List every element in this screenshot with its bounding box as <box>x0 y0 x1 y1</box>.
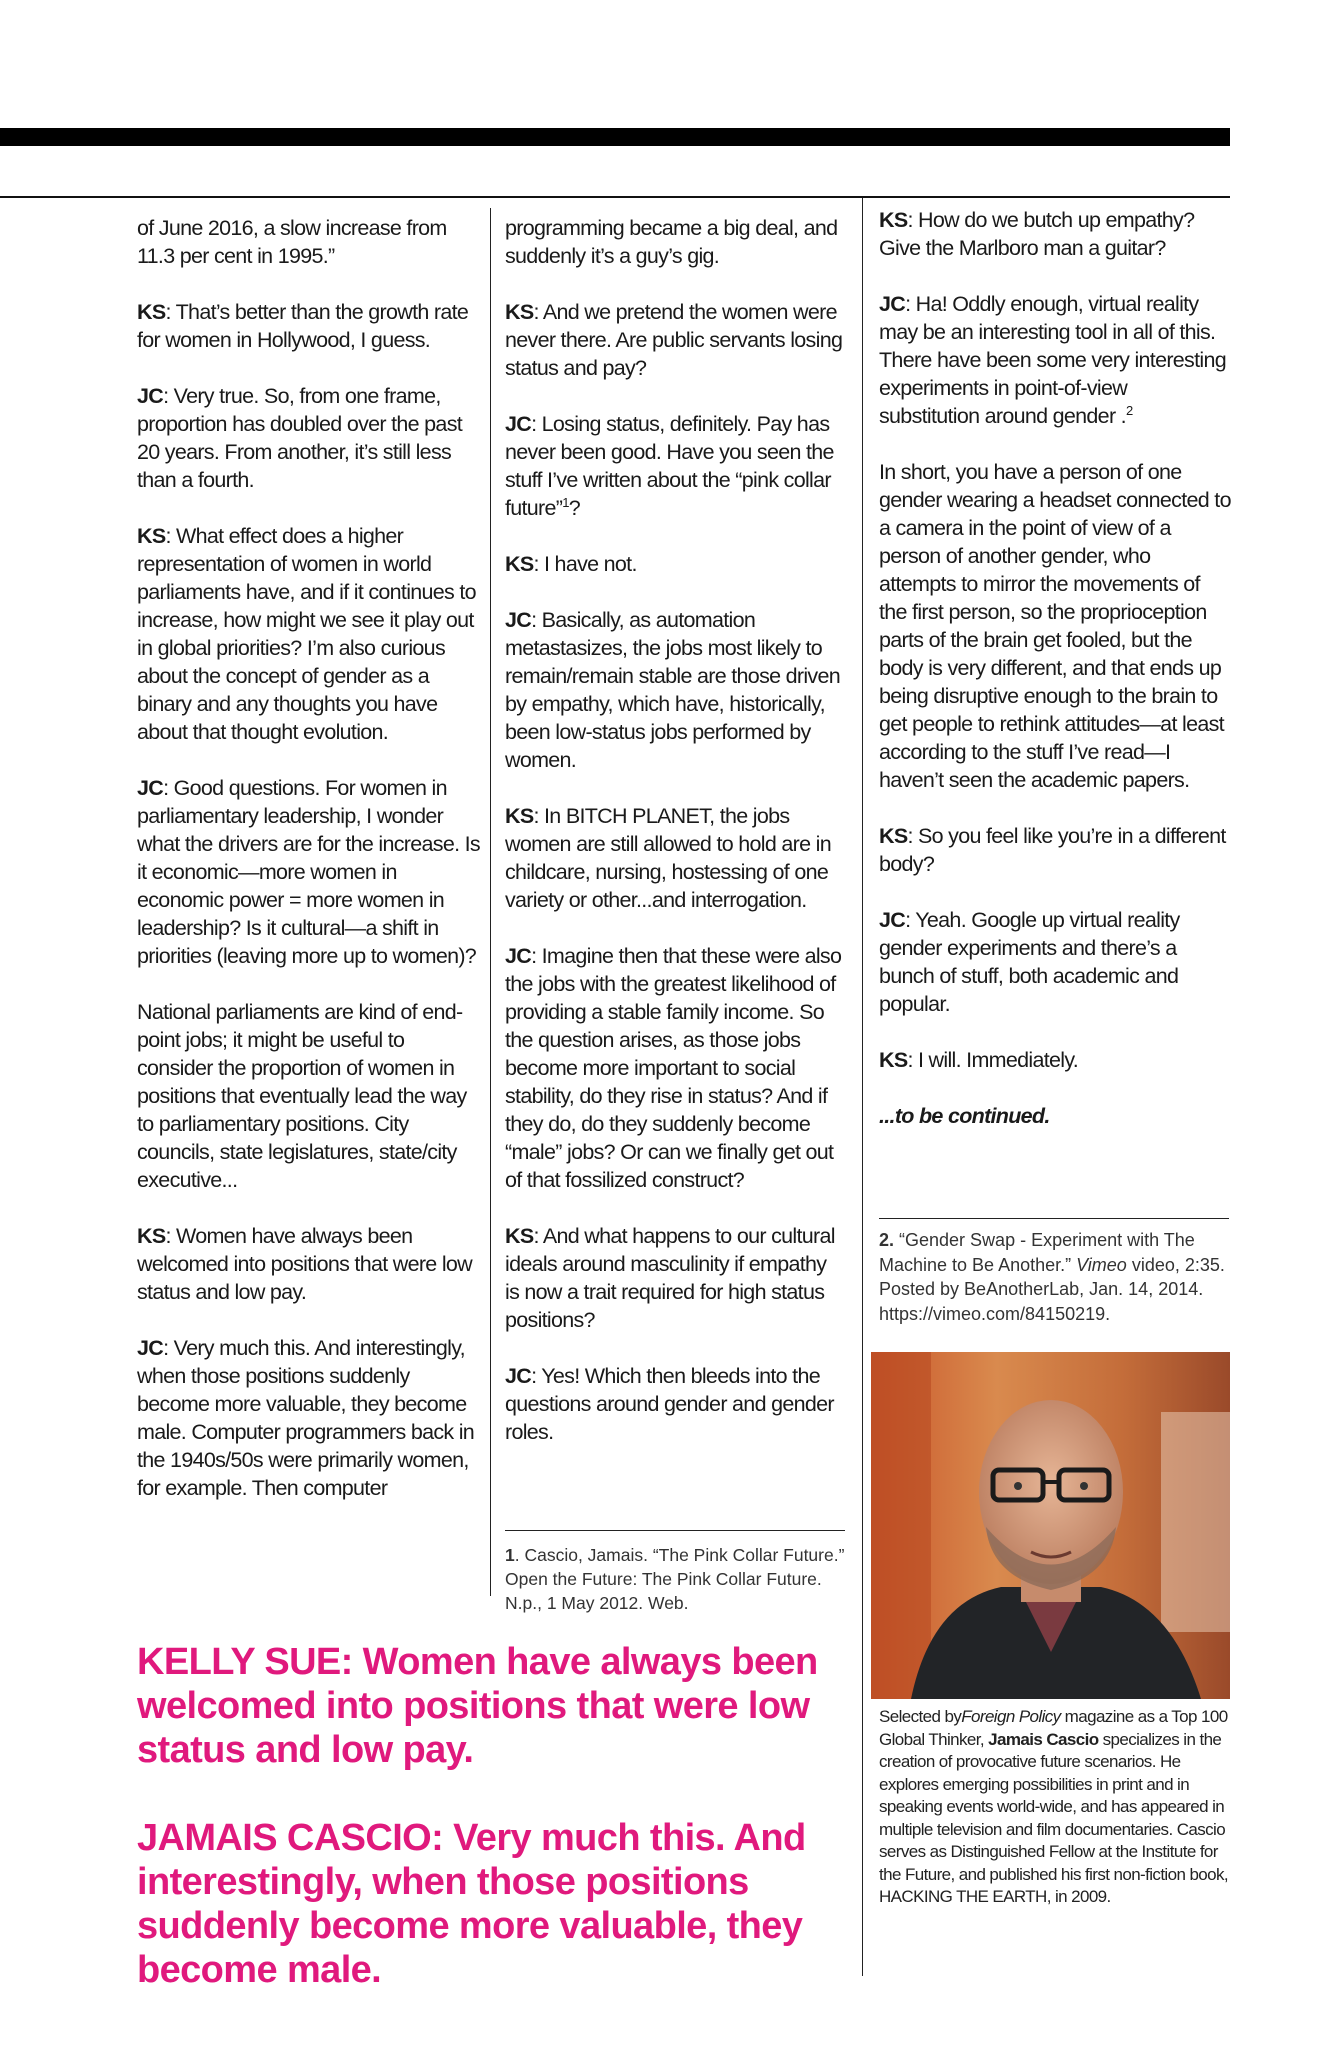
footnote-text-italic: Vimeo <box>1076 1254 1127 1275</box>
column-3 <box>879 206 1231 1130</box>
to-be-continued: ...to be continued. <box>879 1104 1050 1128</box>
paragraph <box>879 1046 1231 1074</box>
speaker-label: JC <box>879 292 906 316</box>
paragraph-text: : Yeah. Google up virtual reality gender experiments and there’s a bunch of stuff, both academic and popular. <box>879 908 1180 1016</box>
paragraph <box>879 206 1231 262</box>
paragraph <box>137 1334 482 1502</box>
paragraph-text: : How do we butch up empathy? Give the Marlboro man a guitar? <box>879 208 1195 260</box>
paragraph-text: : Basically, as automation metastasizes, the jobs most likely to remain/remain stable are those driven by empathy, which have, historically, been low-status jobs performed by women. <box>505 608 841 772</box>
speaker-label: KS <box>137 300 166 324</box>
speaker-label: KS <box>505 552 534 576</box>
speaker-label: JC <box>137 384 164 408</box>
paragraph <box>505 802 845 914</box>
paragraph: National parliaments are kind of end-point jobs; it might be useful to consider the proportion of women in positions that eventually lead the way to parliamentary positions. City councils, state legislatures, state/city executive... <box>137 1000 467 1192</box>
bio-name: Jamais Cascio <box>988 1729 1099 1749</box>
paragraph <box>505 410 845 522</box>
bio-text: Selected by <box>879 1707 962 1726</box>
footnote-marker: 1 <box>562 494 569 510</box>
paragraph <box>879 290 1231 430</box>
speaker-label: KS <box>505 1224 534 1248</box>
bio-text: magazine as a Top 100 Global Thinker, <box>879 1707 1228 1749</box>
footnote-text: “Gender Swap - Experiment with The Machine to Be Another.” <box>879 1230 1195 1275</box>
footnote-rule <box>879 1218 1229 1219</box>
column-1 <box>137 214 482 1530</box>
footnote-1 <box>505 1543 845 1615</box>
paragraph-text: : Losing status, definitely. Pay has never been good. Have you seen the stuff I’ve written about the “pink collar future” <box>505 412 834 520</box>
paragraph-text: : In BITCH PLANET, the jobs women are still allowed to hold are in childcare, nursing, hostessing of one variety or other...and interrogation. <box>505 804 831 912</box>
speaker-label: JC <box>505 1364 532 1388</box>
pull-quote-1: KELLY SUE: Women have always been welcomed into positions that were low status and low pay. <box>137 1641 818 1771</box>
paragraph-text: ? <box>568 496 581 520</box>
speaker-label: JC <box>137 776 164 800</box>
paragraph <box>879 822 1231 878</box>
paragraph <box>505 1222 845 1334</box>
header-black-bar <box>0 128 1230 146</box>
speaker-label: JC <box>505 608 532 632</box>
paragraph-text: : I have not. <box>533 552 637 576</box>
column-2 <box>505 214 845 1474</box>
column-divider <box>490 208 491 1596</box>
paragraph-text: : Women have always been welcomed into positions that were low status and low pay. <box>137 1224 473 1304</box>
paragraph-text: : Very true. So, from one frame, proportion has doubled over the past 20 years. From another, it’s still less than a fourth. <box>137 384 463 492</box>
pull-quote-2: JAMAIS CASCIO: Very much this. And interestingly, when those positions suddenly become more valuable, they become male. <box>137 1817 806 1991</box>
paragraph <box>505 942 845 1194</box>
paragraph-text: : Very much this. And interestingly, when those positions suddenly become more valuable, they become male. Computer programmers back in the 1940s/50s were primarily women, for example. Then computer <box>137 1336 475 1500</box>
paragraph: of June 2016, a slow increase from 11.3 per cent in 1995.” <box>137 216 447 268</box>
footnote-text: video, 2:35. Posted by BeAnotherLab, Jan. 14, 2014. https://vimeo.com/84150219. <box>879 1254 1225 1324</box>
paragraph <box>137 774 482 970</box>
paragraph-text: : What effect does a higher representation of women in world parliaments have, and if it continues to increase, how might we see it play out in global priorities? I’m also curious about the concept of gender as a binary and any thoughts you have about that thought evolution. <box>137 524 476 744</box>
header-rule <box>0 196 1230 198</box>
footnote-number: 1 <box>505 1545 515 1565</box>
paragraph-text: : Ha! Oddly enough, virtual reality may be an interesting tool in all of this. There have been some very interesting experiments in point-of-view substitution around gender . <box>879 292 1226 428</box>
speaker-label: JC <box>879 908 906 932</box>
speaker-label: KS <box>879 824 908 848</box>
paragraph-text: : Yes! Which then bleeds into the questions around gender and gender roles. <box>505 1364 834 1444</box>
paragraph <box>505 1362 845 1446</box>
bio-publication: Foreign Policy <box>961 1707 1061 1726</box>
paragraph <box>505 606 845 774</box>
portrait-photo <box>871 1352 1230 1699</box>
footnote-number: 2. <box>879 1230 895 1250</box>
speaker-label: KS <box>879 1048 908 1072</box>
pull-quote <box>137 1640 827 2036</box>
bio-text: specializes in the creation of provocative future scenarios. He explores emerging possibilities in print and in speaking events world-wide, and has appeared in multiple television and film documentaries. Cascio serves as Distinguished Fellow at the Institute for the Future, and published his first non-fiction book, HACKING THE EARTH, in 2009. <box>879 1729 1229 1906</box>
speaker-label: JC <box>505 412 532 436</box>
paragraph: In short, you have a person of one gender wearing a headset connected to a camera in the point of view of a person of another gender, who attempts to mirror the movements of the first person, so the proprioception parts of the brain get fooled, but the body is very different, and that ends up being disruptive enough to the brain to get people to rethink attitudes—at least according to the stuff I’ve read—I haven’t seen the academic papers. <box>879 460 1231 792</box>
footnote-2 <box>879 1228 1231 1326</box>
paragraph <box>137 382 482 494</box>
paragraph <box>137 522 482 746</box>
speaker-label: KS <box>879 208 908 232</box>
paragraph-text: : And what happens to our cultural ideals around masculinity if empathy is now a trait required for high status positions? <box>505 1224 835 1332</box>
speaker-label: KS <box>137 524 166 548</box>
column-divider <box>862 198 863 1976</box>
footnote-marker: 2 <box>1125 402 1133 418</box>
paragraph-text: : That’s better than the growth rate for women in Hollywood, I guess. <box>137 300 469 352</box>
paragraph-text: : Good questions. For women in parliamentary leadership, I wonder what the drivers are for the increase. Is it economic—more women in economic power = more women in leadership? Is it cultural—a shift in priorities (leaving more up to women)? <box>137 776 480 968</box>
speaker-label: KS <box>505 804 534 828</box>
paragraph-text: : So you feel like you’re in a different body? <box>879 824 1226 876</box>
speaker-label: KS <box>505 300 534 324</box>
speaker-label: KS <box>137 1224 166 1248</box>
paragraph-text: : Imagine then that these were also the jobs with the greatest likelihood of providing a stable family income. So the question arises, as those jobs become more important to social stability, do they rise in status? And if they do, do they suddenly become “male” jobs? Or can we finally get out of that fossilized construct? <box>505 944 842 1192</box>
footnote-rule <box>505 1530 845 1531</box>
paragraph <box>505 298 845 382</box>
speaker-label: JC <box>137 1336 164 1360</box>
paragraph <box>505 550 845 578</box>
paragraph <box>137 1222 482 1306</box>
paragraph <box>879 906 1231 1018</box>
paragraph: programming became a big deal, and suddenly it’s a guy’s gig. <box>505 216 838 268</box>
paragraph-text: : I will. Immediately. <box>907 1048 1079 1072</box>
speaker-label: JC <box>505 944 532 968</box>
footnote-text: . Cascio, Jamais. “The Pink Collar Future.” Open the Future: The Pink Collar Future. N.p., 1 May 2012. Web. <box>505 1545 845 1613</box>
paragraph-text: : And we pretend the women were never there. Are public servants losing status and pay? <box>505 300 843 380</box>
paragraph <box>137 298 482 354</box>
author-bio <box>879 1706 1229 1909</box>
